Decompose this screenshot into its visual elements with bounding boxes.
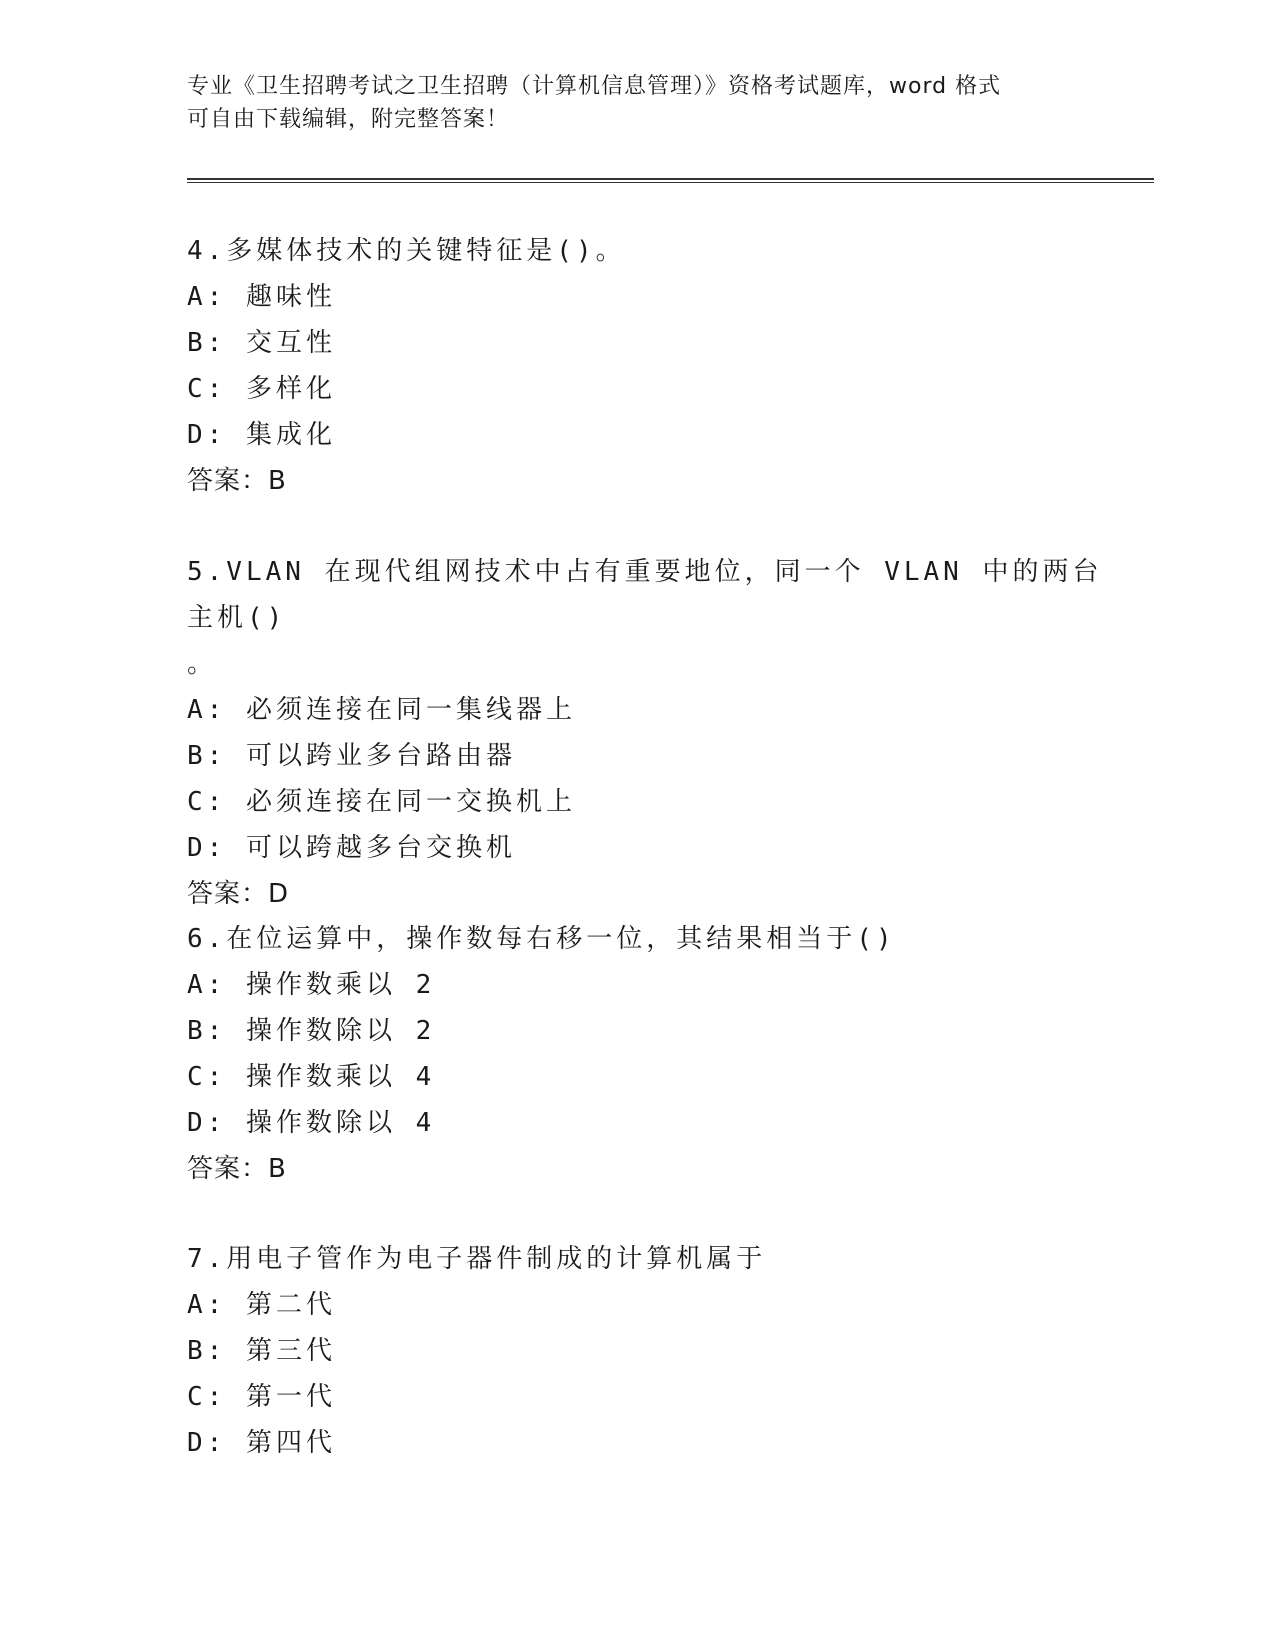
option-b: B: 可以跨业多台路由器 [187, 741, 516, 771]
option-c: C: 操作数乘以 4 [187, 1062, 436, 1092]
question-stem: 7.用电子管作为电子器件制成的计算机属于 [187, 1244, 767, 1274]
question-stem: 5.VLAN 在现代组网技术中占有重要地位，同一个 VLAN 中的两台主机() [187, 557, 1103, 633]
option-b: B: 操作数除以 2 [187, 1016, 436, 1046]
answer-label: 答案：B [187, 1154, 287, 1184]
question-6 [187, 916, 1117, 1192]
option-a: A: 必须连接在同一集线器上 [187, 695, 576, 725]
option-d: D: 集成化 [187, 420, 336, 450]
option-a: A: 第二代 [187, 1290, 336, 1320]
option-d: D: 第四代 [187, 1428, 336, 1458]
option-d: D: 操作数除以 4 [187, 1108, 436, 1138]
question-stem: 6.在位运算中，操作数每右移一位，其结果相当于() [187, 924, 896, 954]
option-c: C: 第一代 [187, 1382, 336, 1412]
answer-label: 答案：B [187, 466, 287, 496]
header-line-2: 可自由下载编辑，附完整答案！ [187, 107, 510, 132]
option-b: B: 交互性 [187, 328, 336, 358]
question-stem-continuation: 。 [187, 649, 218, 679]
header-line-1: 专业《卫生招聘考试之卫生招聘（计算机信息管理）》资格考试题库，word 格式 [187, 74, 1002, 99]
option-d: D: 可以跨越多台交换机 [187, 833, 516, 863]
option-a: A: 趣味性 [187, 282, 336, 312]
question-4 [187, 228, 1117, 504]
answer-label: 答案：D [187, 879, 290, 909]
header-divider [187, 178, 1154, 183]
question-stem: 4.多媒体技术的关键特征是()。 [187, 236, 626, 266]
option-c: C: 必须连接在同一交换机上 [187, 787, 576, 817]
document-header [187, 70, 1087, 136]
option-a: A: 操作数乘以 2 [187, 970, 436, 1000]
question-5 [187, 549, 1117, 917]
option-c: C: 多样化 [187, 374, 336, 404]
question-7 [187, 1236, 1117, 1466]
option-b: B: 第三代 [187, 1336, 336, 1366]
